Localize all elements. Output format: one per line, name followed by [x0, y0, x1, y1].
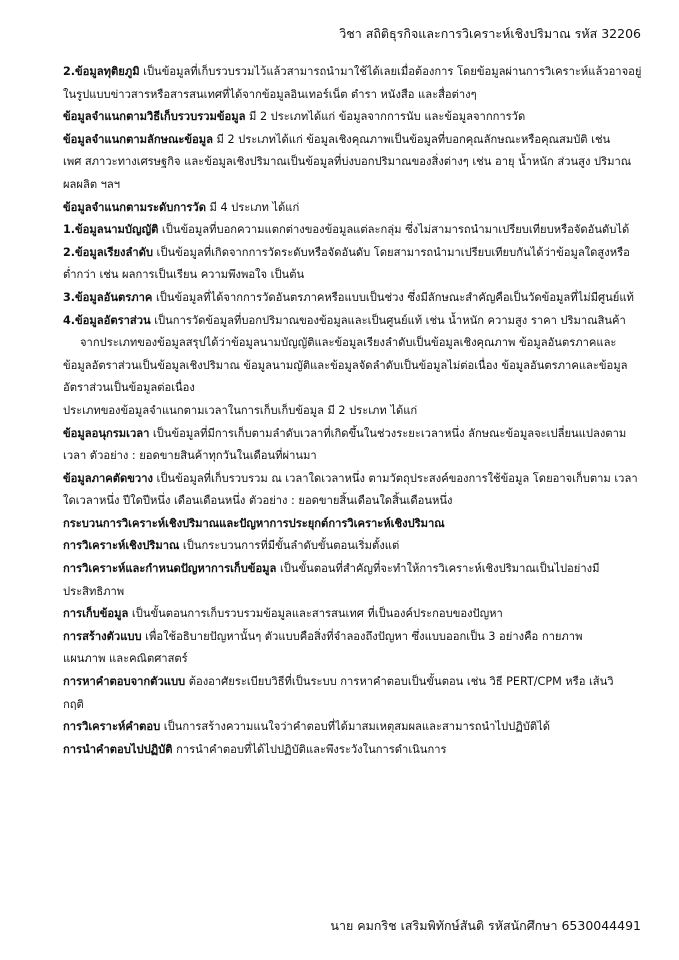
line-text: ในรูปแบบข่าวสารหรือสารสนเทศที่ได้จากข้อมูลอินเทอร์เน็ต ตำรา หนังสือ และสื่อต่างๆ	[63, 87, 477, 101]
document-body	[63, 61, 649, 761]
text-line	[63, 400, 649, 423]
text-line	[63, 242, 649, 265]
text-line	[63, 558, 649, 581]
text-line	[63, 445, 649, 468]
line-text: ผลผลิต ฯลฯ	[63, 177, 121, 191]
line-heading: ข้อมูลจำแนกตามวิธีเก็บรวบรวมข้อมูล	[63, 110, 246, 124]
line-text: กฤติ	[63, 697, 84, 711]
line-text: เป็นการวัดข้อมูลที่บอกปริมาณของข้อมูลและเป็นศูนย์แท้ เช่น น้ำหนัก ความสูง ราคา ปริมาณสินค้า	[150, 313, 626, 327]
line-text: เป็นการสร้างความแนใจว่าคำตอบที่ได้มาสมเหตุสมผลและสามารถนำไปปฏิบัติได้	[160, 720, 551, 734]
text-line	[63, 694, 649, 717]
text-line	[63, 197, 649, 220]
line-heading: การวิเคราะห์คำตอบ	[63, 720, 161, 734]
text-line	[63, 84, 649, 107]
text-line	[63, 61, 649, 84]
line-text: ประเภทของข้อมูลจำแนกตามเวลาในการเก็บเก็บข้อมูล มี 2 ประเภท ได้แก่	[63, 403, 418, 417]
text-line	[63, 287, 649, 310]
line-heading: การสร้างตัวแบบ	[63, 629, 142, 643]
text-line	[63, 468, 649, 491]
course-header: วิชา สถิติธุรกิจและการวิเคราะห์เชิงปริมาณ รหัส 32206	[339, 26, 641, 41]
line-text: อัตราส่วนเป็นข้อมูลต่อเนื่อง	[63, 381, 195, 395]
line-heading: 1.ข้อมูลนามบัญญัติ	[63, 223, 159, 237]
line-text: ประสิทธิภาพ	[63, 584, 125, 598]
text-line	[63, 671, 649, 694]
line-heading: การวิเคราะห์เชิงปริมาณ	[63, 539, 180, 553]
line-text: เป็นขั้นตอนการเก็บรวบรวมข้อมูลและสารสนเทศ ที่เป็นองค์ประกอบของปัญหา	[128, 607, 503, 621]
line-text: จากประเภทของข้อมูลสรุปได้ว่าข้อมูลนามบัญญัติและข้อมูลเรียงลำดับเป็นข้อมูลเชิงคุณภาพ ข้อมูลอันตรภาคและ	[80, 336, 617, 350]
text-line	[63, 310, 649, 333]
line-text: มี 2 ประเภทได้แก่ ข้อมูลจากการนับ และข้อมูลจากการวัด	[245, 110, 526, 124]
text-line	[63, 648, 649, 671]
line-text: เป็นข้อมูลที่เก็บรวบรวม ณ เวลาใดเวลาหนึ่ง ตามวัตถุประสงค์ของการใช้ข้อมูล โดยอาจเก็บตาม เวลา	[152, 471, 638, 485]
line-text: เพศ สภาวะทางเศรษฐกิจ และข้อมูลเชิงปริมาณเป็นข้อมูลที่บ่งบอกปริมาณของสิ่งต่างๆ เช่น อายุ น้ำหนัก ส่วนสูง ปริมาณ	[63, 155, 632, 169]
text-line	[63, 355, 649, 378]
text-line	[63, 739, 649, 762]
line-text: มี 4 ประเภท ได้แก่	[206, 200, 300, 214]
line-heading: การวิเคราะห์และกำหนดปัญหาการเก็บข้อมูล	[63, 562, 277, 576]
line-text: เป็นกระบวนการที่มีขั้นลำดับขั้นตอนเริ่มตั้งแต่	[179, 539, 400, 553]
line-text: เป็นขั้นตอนที่สำคัญที่จะทำให้การวิเคราะห์เชิงปริมาณเป็นไปอย่างมี	[276, 562, 600, 576]
text-line	[63, 423, 649, 446]
line-heading: ข้อมูลจำแนกตามระดับการวัด	[63, 200, 206, 214]
text-line	[63, 716, 649, 739]
line-text: ต่ำกว่า เช่น ผลการเป็นเรียน ความพึงพอใจ เป็นต้น	[63, 268, 305, 282]
text-line	[63, 490, 649, 513]
text-line	[63, 626, 649, 649]
line-heading: ข้อมูลอนุกรมเวลา	[63, 426, 150, 440]
line-heading: การเก็บข้อมูล	[63, 607, 129, 621]
line-heading: 2.ข้อมูลเรียงลำดับ	[63, 245, 153, 259]
line-heading: ข้อมูลภาคตัดขวาง	[63, 471, 153, 485]
line-text: เป็นข้อมูลที่บอกความแตกต่างของข้อมูลแต่ละกลุ่ม ซึ่งไม่สามารถนำมาเปรียบเทียบหรือจัดอันดับได้	[158, 223, 630, 237]
line-text: เป็นข้อมูลที่มีการเก็บตามลำดับเวลาที่เกิดขึ้นในช่วงระยะเวลาหนึ่ง ลักษณะข้อมูลจะเปลี่ยนแปลงตาม	[149, 426, 627, 440]
line-heading: กระบวนการวิเคราะห์เชิงปริมาณและปัญหาการประยุกต์การวิเคราะห์เชิงปริมาณ	[63, 516, 445, 530]
line-heading: 2.ข้อมูลทุติยภูมิ	[63, 65, 140, 78]
line-text: ต้องอาศัยระเบียบวิธีที่เป็นระบบ การหาคำตอบเป็นขั้นตอน เช่น วิธี PERT/CPM หรือ เส้นวิ	[185, 675, 614, 689]
line-text: ใดเวลาหนึ่ง ปีใดปีหนึ่ง เดือนเดือนหนึ่ง ตัวอย่าง : ยอดขายสิ้นเดือนใดสิ้นเดือนหนึ่ง	[63, 494, 453, 508]
text-line	[63, 219, 649, 242]
line-text: เวลา ตัวอย่าง : ยอดขายสินค้าทุกวันในเดือนที่ผ่านมา	[63, 449, 317, 463]
text-line	[63, 129, 649, 152]
text-line	[63, 264, 649, 287]
text-line	[63, 513, 649, 536]
text-line	[63, 106, 649, 129]
line-text: เป็นข้อมูลที่ได้จากการวัดอันตรภาคหรือแบบเป็นช่วง ซึ่งมีลักษณะสำคัญคือเป็นวัดข้อมูลที่ไม่มีศูนย์แท้	[152, 290, 634, 304]
line-heading: 3.ข้อมูลอันตรภาค	[63, 290, 153, 304]
text-line	[63, 377, 649, 400]
text-line	[63, 151, 649, 174]
line-text: เป็นข้อมูลที่เก็บรวบรวมไว้แล้วสามารถนำมาใช้ได้เลยเมื่อต้องการ โดยข้อมูลผ่านการวิเคราะห์แล้วอาจอยู่	[139, 65, 642, 78]
line-text: เพื่อใช้อธิบายปัญหานั้นๆ ตัวแบบคือสิ่งที่จำลองถึงปัญหา ซึ่งแบบออกเป็น 3 อย่างคือ กายภาพ	[141, 629, 583, 643]
text-line	[63, 174, 649, 197]
line-heading: การหาคำตอบจากตัวแบบ	[63, 675, 186, 689]
line-text: การนำคำตอบที่ได้ไปปฏิบัติและพึงระวังในการดำเนินการ	[172, 742, 447, 756]
line-heading: 4.ข้อมูลอัตราส่วน	[63, 313, 151, 327]
line-text: เป็นข้อมูลที่เกิดจากการวัดระดับหรือจัดอันดับ โดยสามารถนำมาเปรียบเทียบกันได้ว่าข้อมูลใดสูงหรือ	[153, 245, 630, 259]
line-text: มี 2 ประเภทได้แก่ ข้อมูลเชิงคุณภาพเป็นข้อมูลที่บอกคุณลักษณะหรือคุณสมบัติ เช่น	[212, 132, 611, 146]
text-line	[63, 581, 649, 604]
line-heading: ข้อมูลจำแนกตามลักษณะข้อมูล	[63, 132, 213, 146]
text-line	[63, 535, 649, 558]
author-footer: นาย คมกริช เสริมพิทักษ์สันติ รหัสนักศึกษา 6530044491	[330, 918, 641, 933]
text-line	[63, 603, 649, 626]
line-text: แผนภาพ และคณิตศาสตร์	[63, 652, 188, 666]
line-text: ข้อมูลอัตราส่วนเป็นข้อมูลเชิงปริมาณ ข้อมูลนามญัติและข้อมูลจัดลำดับเป็นข้อมูลไม่ต่อเนื่อง ข้อมูลอันตรภาคและข้อมูล	[63, 358, 628, 372]
text-line	[63, 332, 649, 355]
line-heading: การนำคำตอบไปปฏิบัติ	[63, 742, 173, 756]
